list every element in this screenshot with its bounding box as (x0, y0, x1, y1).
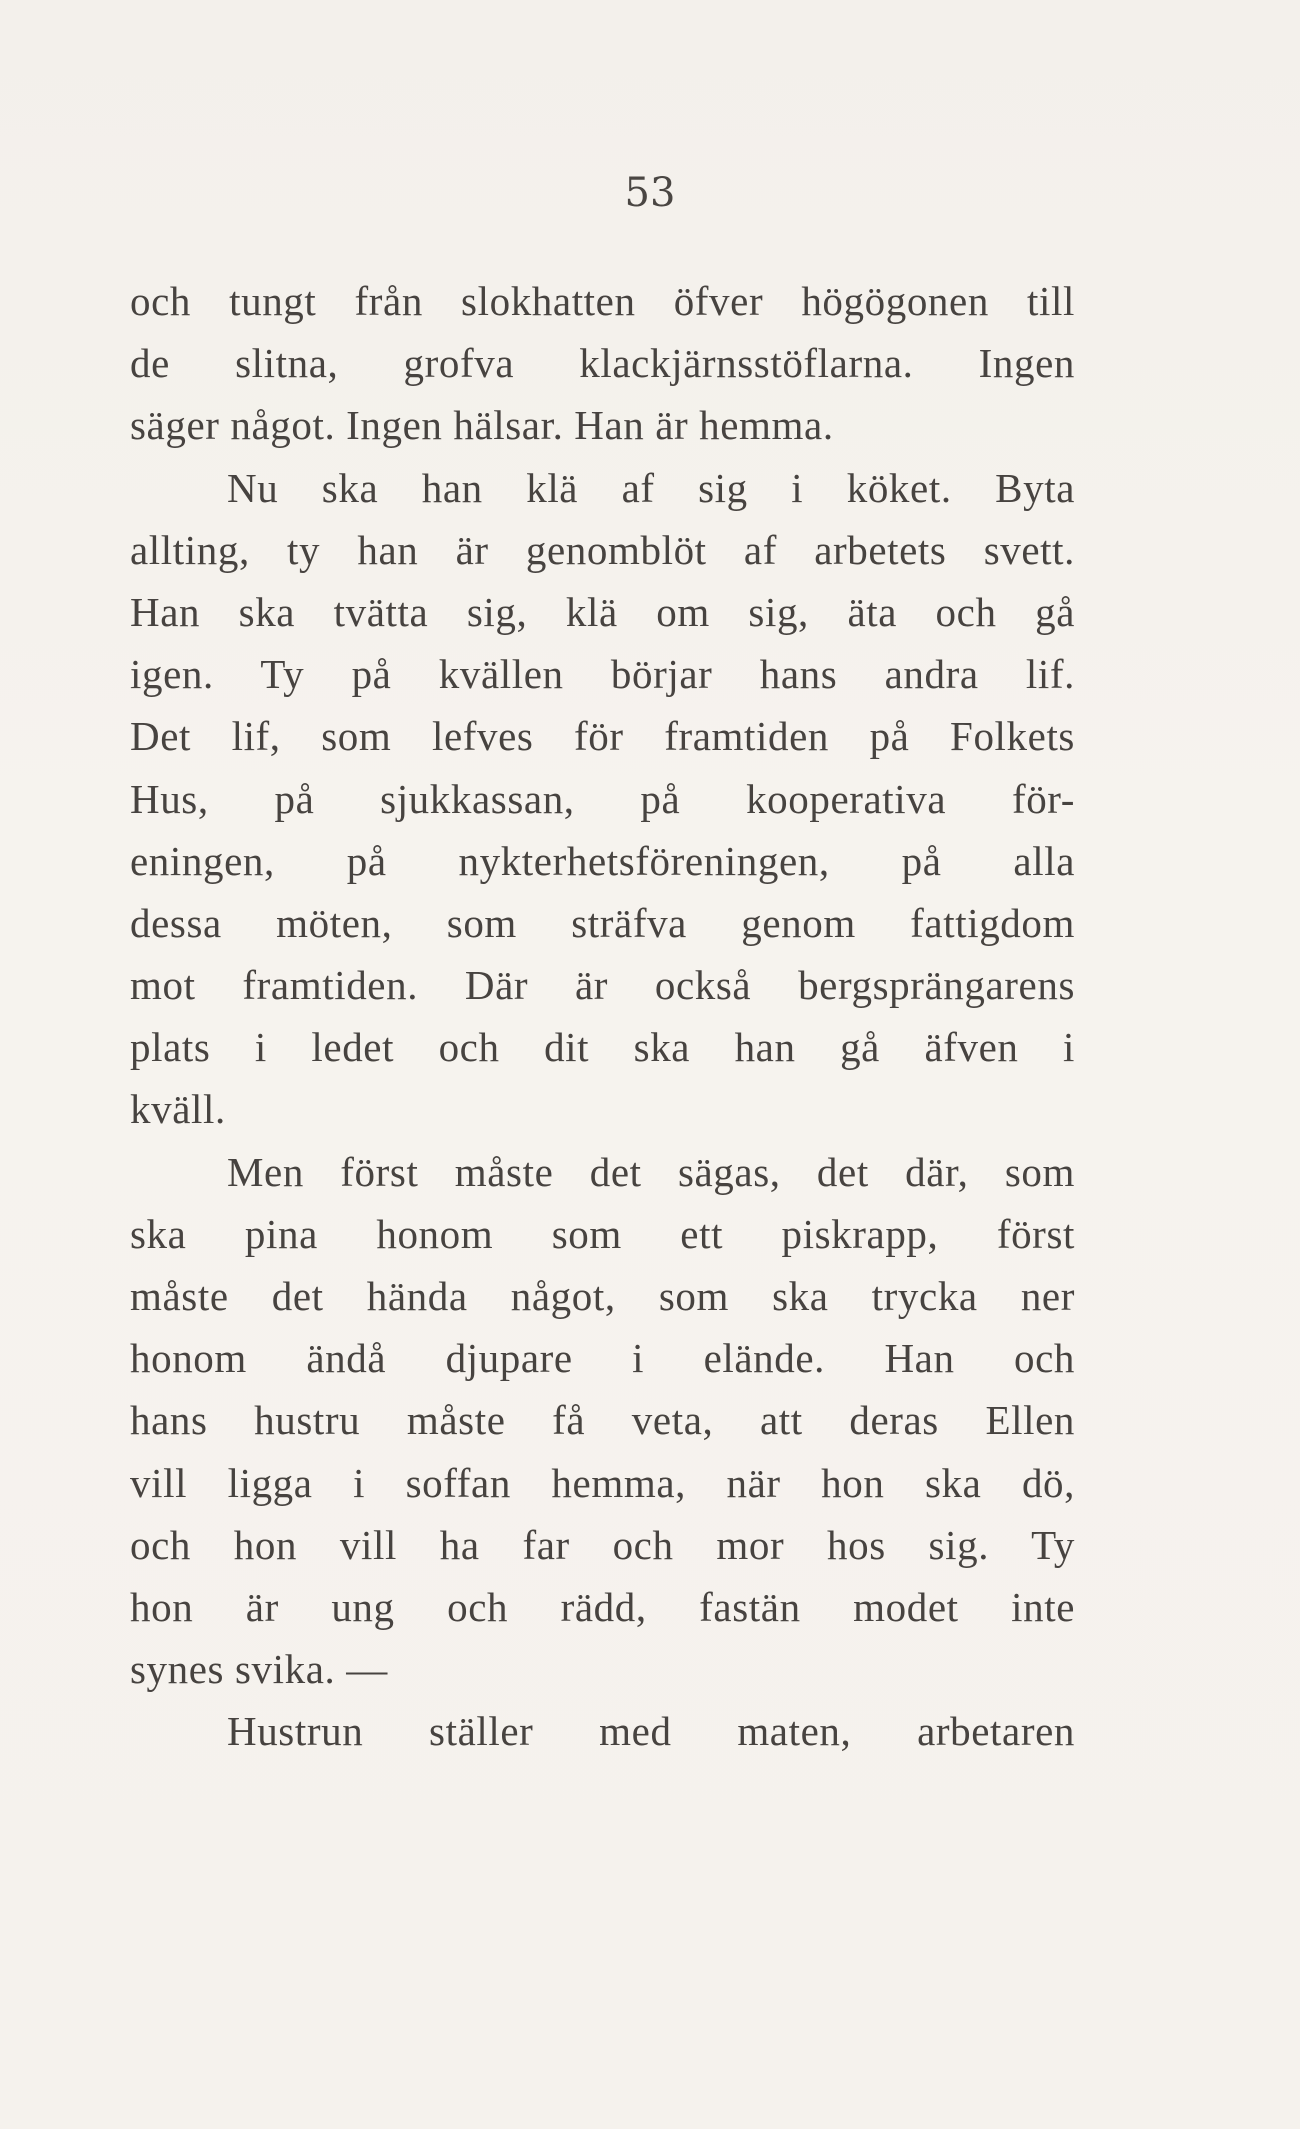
text-line: hon är ung och rädd, fastän modet inte (130, 1583, 1075, 1630)
text-line: vill ligga i soffan hemma, när hon ska dö, (130, 1459, 1075, 1506)
text-line: eningen, på nykterhetsföreningen, på alla (130, 837, 1075, 884)
text-line: dessa möten, som sträfva genom fattigdom (130, 899, 1075, 946)
text-line: ska pina honom som ett piskrapp, först (130, 1210, 1075, 1257)
text-line: Det lif, som lefves för framtiden på Folkets (130, 713, 1075, 760)
text-line: Han ska tvätta sig, klä om sig, äta och gå (130, 588, 1075, 635)
text-line: och tungt från slokhatten öfver högögonen till (130, 278, 1075, 324)
text-line: mot framtiden. Där är också bergsprängarens (130, 962, 1075, 1009)
text-line: synes svika. — (130, 1646, 388, 1693)
page-number: 53 (624, 170, 676, 216)
text-line: hans hustru måste få veta, att deras Ellen (130, 1397, 1075, 1444)
text-line: kväll. (130, 1086, 226, 1133)
text-line: igen. Ty på kvällen börjar hans andra lif. (130, 651, 1075, 698)
text-line: allting, ty han är genomblöt af arbetets svett. (130, 526, 1075, 573)
text-line: måste det hända något, som ska trycka ner (130, 1273, 1075, 1319)
text-line: de slitna, grofva klackjärnsstöflarna. Ingen (130, 340, 1075, 387)
text-line: honom ändå djupare i elände. Han och (130, 1335, 1075, 1382)
text-line: säger något. Ingen hälsar. Han är hemma. (130, 402, 834, 449)
text-line: Hus, på sjukkassan, på kooperativa för- (130, 775, 1075, 822)
text-line: Hustrun ställer med maten, arbetaren (227, 1708, 1075, 1755)
body-text (130, 270, 1075, 1763)
text-line: och hon vill ha far och mor hos sig. Ty (130, 1521, 1075, 1568)
text-line: Nu ska han klä af sig i köket. Byta (227, 464, 1075, 511)
text-line: plats i ledet och dit ska han gå äfven i (130, 1024, 1075, 1071)
text-line: Men först måste det sägas, det där, som (227, 1148, 1075, 1195)
